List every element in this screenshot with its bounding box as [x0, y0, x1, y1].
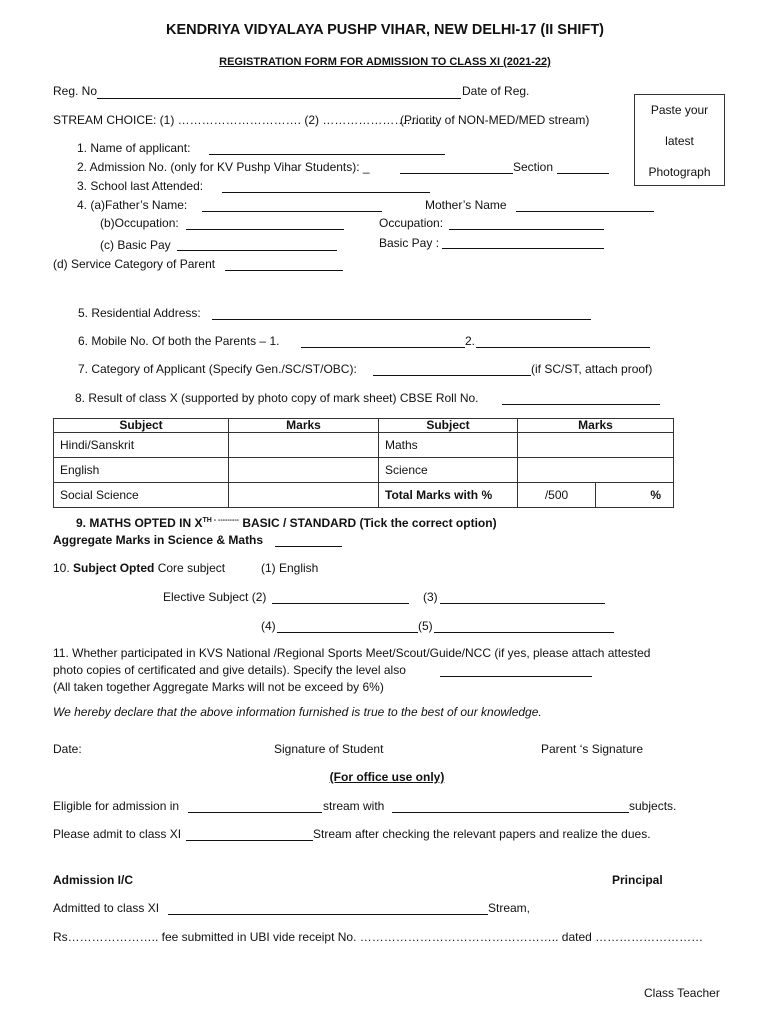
mobile-2-field[interactable]: [476, 347, 650, 348]
admit-field[interactable]: [186, 840, 313, 841]
form-title: REGISTRATION FORM FOR ADMISSION TO CLASS XI (2021-22): [219, 56, 551, 68]
admitted-label: Admitted to class XI: [53, 901, 160, 915]
section-field[interactable]: [557, 173, 609, 174]
stream-with-label: stream with: [323, 799, 385, 813]
subject-cell: Science: [379, 458, 518, 483]
school-title: KENDRIYA VIDYALAYA PUSHP VIHAR, NEW DELHI-17 (II SHIFT): [165, 22, 605, 38]
admit-rest: Stream after checking the relevant papers and realize the dues.: [313, 827, 651, 841]
marks-cell[interactable]: [518, 433, 674, 458]
core-english: (1) English: [261, 561, 319, 575]
mother-occupation-field[interactable]: [449, 229, 604, 230]
maths-opted-post: BASIC / STANDARD (Tick the correct option): [239, 516, 497, 530]
elective-5-field[interactable]: [434, 632, 614, 633]
sports-line-2: photo copies of certificated and give details). Specify the level also: [53, 663, 406, 677]
mother-pay-field[interactable]: [442, 248, 604, 249]
eligible-label: Eligible for admission in: [53, 799, 180, 813]
service-category-field[interactable]: [225, 270, 343, 271]
marks-cell[interactable]: [229, 433, 379, 458]
marks-table: [53, 418, 674, 508]
maths-opted-pre: 9. MATHS OPTED IN X: [76, 516, 203, 530]
name-field[interactable]: [209, 154, 445, 155]
subject-opted-label: [53, 561, 225, 575]
roll-no-field[interactable]: [502, 404, 660, 405]
service-category-label: (d) Service Category of Parent: [53, 257, 216, 271]
field-admission-label: 2. Admission No. (only for KV Pushp Vihar Students): _: [77, 160, 370, 174]
admitted-stream: Stream,: [488, 901, 531, 915]
school-field[interactable]: [222, 192, 430, 193]
header-marks-2: Marks: [518, 419, 674, 433]
mobile-1-field[interactable]: [301, 347, 465, 348]
address-field[interactable]: [212, 319, 591, 320]
marks-cell[interactable]: [229, 458, 379, 483]
table-row: [54, 483, 674, 508]
father-pay-field[interactable]: [177, 250, 337, 251]
admission-no-field[interactable]: [400, 173, 513, 174]
father-occupation-label: (b)Occupation:: [100, 216, 179, 230]
office-use-title: (For office use only): [329, 770, 445, 784]
admission-ic: Admission I/C: [53, 873, 134, 887]
photo-line-3: Photograph: [648, 165, 711, 179]
total-out-of[interactable]: /500: [518, 483, 596, 508]
subject-cell: Maths: [379, 433, 518, 458]
class-teacher: Class Teacher: [644, 986, 720, 1000]
subject-cell: English: [54, 458, 229, 483]
core-subject-label: Core subject: [157, 561, 226, 575]
subject-opted-bold: Subject Opted: [73, 561, 155, 575]
eligible-field[interactable]: [188, 812, 322, 813]
table-row: [54, 458, 674, 483]
header-marks-1: Marks: [229, 419, 379, 433]
field-school-label: 3. School last Attended:: [77, 179, 204, 193]
header-subject-2: Subject: [379, 419, 518, 433]
result-label: 8. Result of class X (supported by photo copy of mark sheet) CBSE Roll No.: [75, 391, 479, 405]
marks-cell[interactable]: [518, 458, 674, 483]
maths-opted: [76, 516, 497, 530]
stream-with-field[interactable]: [392, 812, 629, 813]
category-field[interactable]: [373, 375, 531, 376]
date-of-reg-label: Date of Reg.: [462, 84, 530, 98]
category-proof-note: (if SC/ST, attach proof): [531, 362, 653, 376]
mother-name-label: Mother’s Name: [425, 198, 507, 212]
mother-pay-label: Basic Pay :: [379, 236, 440, 250]
date-label: Date:: [53, 742, 82, 756]
father-name-field[interactable]: [202, 211, 382, 212]
header-subject-1: Subject: [54, 419, 229, 433]
address-label: 5. Residential Address:: [78, 306, 201, 320]
subject-opted-num: 10.: [53, 561, 70, 575]
admitted-field[interactable]: [168, 914, 488, 915]
photo-box[interactable]: [634, 94, 725, 186]
elective-2-field[interactable]: [272, 603, 409, 604]
reg-no-field[interactable]: [97, 98, 461, 99]
photo-line-1: Paste your: [650, 103, 709, 117]
field-father-label: 4. (a)Father’s Name:: [77, 198, 188, 212]
principal: Principal: [612, 873, 663, 887]
photo-line-2: latest: [665, 134, 694, 148]
elective-5-label: (5): [418, 619, 433, 633]
percent-cell[interactable]: %: [596, 483, 674, 508]
subjects-label: subjects.: [629, 799, 677, 813]
table-row: [54, 433, 674, 458]
sports-level-field[interactable]: [440, 676, 592, 677]
aggregate-field[interactable]: [275, 546, 342, 547]
father-occupation-field[interactable]: [186, 229, 344, 230]
declaration: We hereby declare that the above information furnished is true to the best of our knowledge.: [53, 705, 542, 719]
mother-name-field[interactable]: [516, 211, 654, 212]
total-marks-label: Total Marks with %: [379, 483, 518, 508]
maths-opted-sup: TH - ---------: [202, 517, 239, 524]
mother-occupation-label: Occupation:: [379, 216, 444, 230]
father-pay-label: (c) Basic Pay: [100, 238, 171, 252]
mobile-2-label: 2.: [465, 334, 476, 348]
stream-choice: STREAM CHOICE: (1) …………………………. (2) ………………………...: [53, 113, 441, 127]
aggregate-label: Aggregate Marks in Science & Maths: [53, 533, 264, 547]
elective-4-field[interactable]: [277, 632, 418, 633]
fee-line: Rs………………….. fee submitted in UBI vide receipt No. ………………………………………….. dated ………………………: [53, 930, 704, 944]
stream-priority: (Priority of NON-MED/MED stream): [400, 113, 590, 127]
sports-line-3: (All taken together Aggregate Marks will not be exceed by 6%): [53, 680, 384, 694]
section-label: Section: [513, 160, 554, 174]
table-header-row: [54, 419, 674, 433]
subject-cell: Hindi/Sanskrit: [54, 433, 229, 458]
elective-label: Elective Subject (2): [163, 590, 267, 604]
elective-4-label: (4): [261, 619, 276, 633]
marks-cell[interactable]: [229, 483, 379, 508]
subject-cell: Social Science: [54, 483, 229, 508]
parent-signature: Parent ‘s Signature: [541, 742, 644, 756]
student-signature: Signature of Student: [274, 742, 384, 756]
reg-no-label: Reg. No: [53, 84, 98, 98]
category-label: 7. Category of Applicant (Specify Gen./SC/ST/OBC):: [78, 362, 357, 376]
mobile-label: 6. Mobile No. Of both the Parents – 1.: [78, 334, 280, 348]
admit-label: Please admit to class XI: [53, 827, 182, 841]
elective-3-field[interactable]: [440, 603, 605, 604]
elective-3-label: (3): [423, 590, 438, 604]
field-name-label: 1. Name of applicant:: [77, 141, 191, 155]
sports-line-1: 11. Whether participated in KVS National /Regional Sports Meet/Scout/Guide/NCC (if yes, please attach attested: [53, 646, 651, 660]
